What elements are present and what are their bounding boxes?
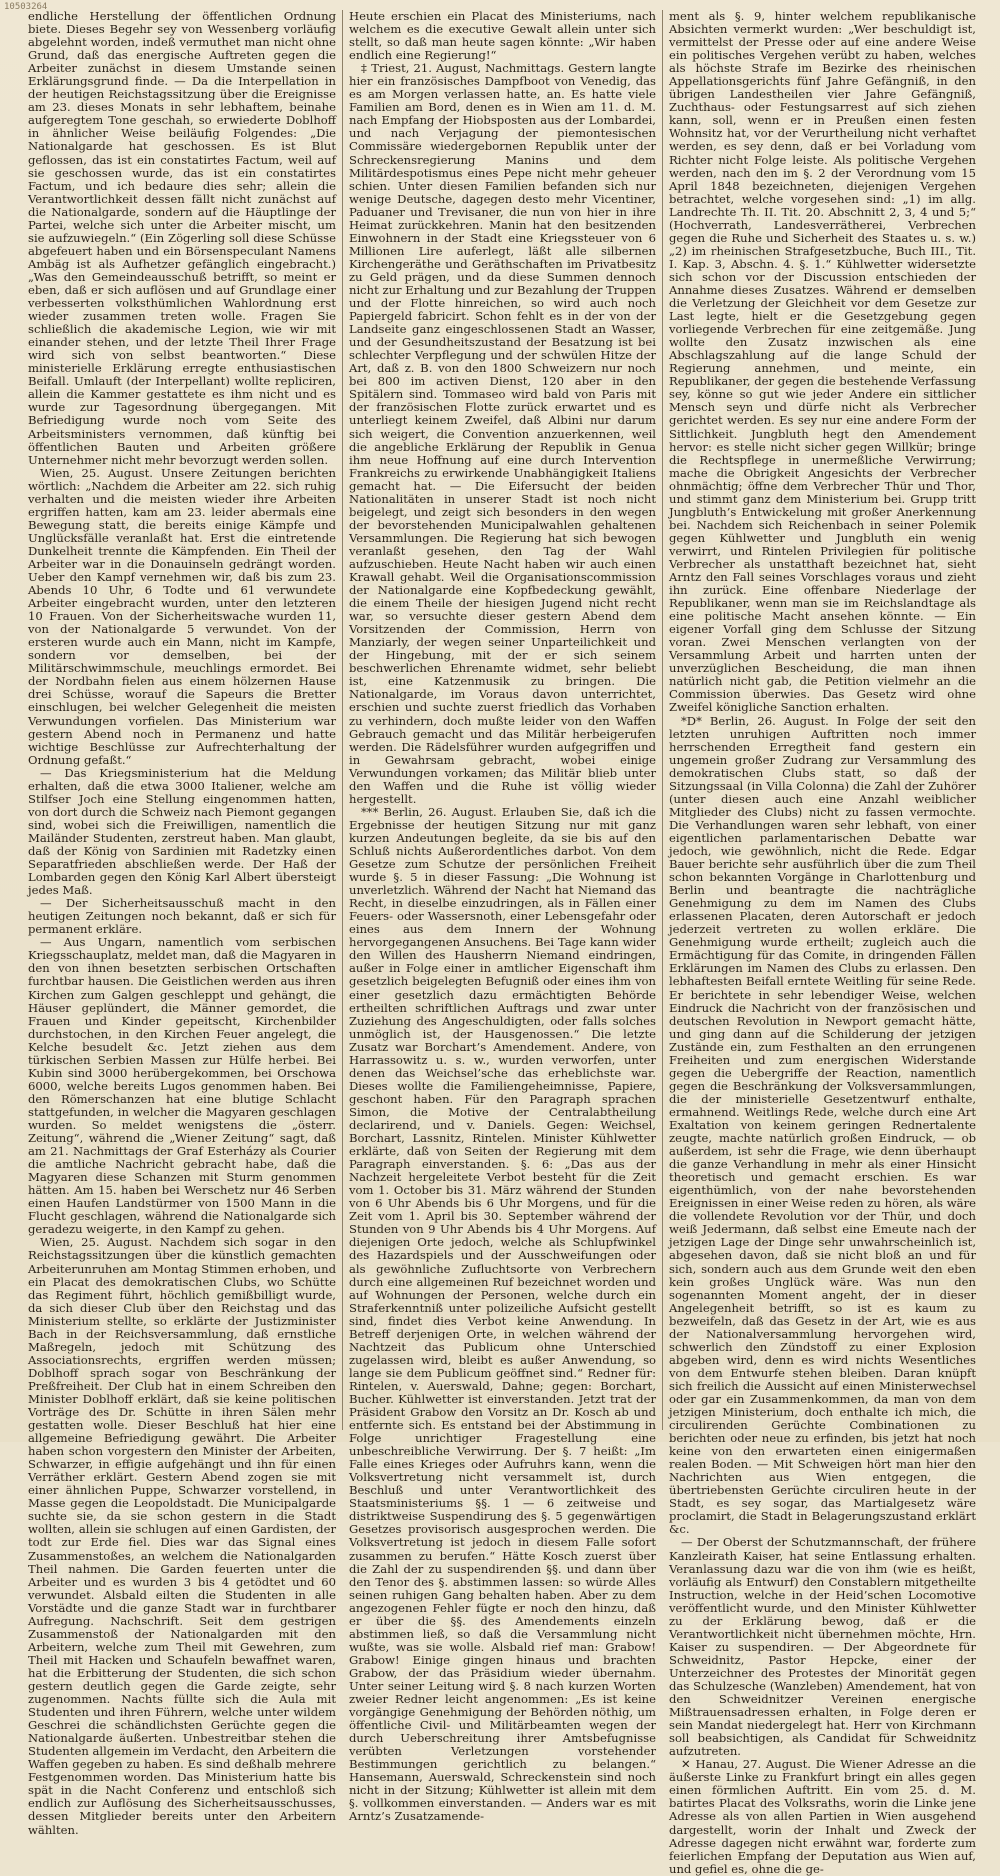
column-3	[662, 9, 982, 1876]
article-paragraph: *** Berlin, 26. August. Erlauben Sie, daß ich die Ergebnisse der heutigen Sitzung nur mit ganz kurzen Andeutungen begleite, da sie bis auf den Schluß nichts Außerordentliches darbot. Von dem Gesetze zum Schutze der persönlichen Freiheit wurde §. 5 in dieser Fassung: „Die Wohnung ist unverletzlich. Während der Nacht hat Niemand das Recht, in dieselbe einzudringen, als in Fällen einer Feuers- oder Wassersnoth, einer Lebensgefahr oder eines aus dem Innern der Wohnung hervorgegangenen Ansuchens. Bei Tage kann wider den Willen des Hausherrn Niemand eindringen, außer in Folge einer in amtlicher Eigenschaft ihm gesetzlich beigelegten Befugniß oder eines ihm von einer gesetzlich dazu ermächtigten Behörde ertheilten schriftlichen Auftrags und zwar unter Zuziehung des Angeschuldigten, oder falls solches unmöglich ist, der Hausgenossen.“ Die letzte Zusatz war Borchart’s Amendement. Andere, von Harrassowitz u. s. w., wurden verworfen, unter denen das Weichsel’sche das erheblichste war. Dieses wollte die Familiengeheimnisse, Papiere, geschont haben. Für den Paragraph sprachen Simon, die Motive der Centralabtheilung declarirend, und v. Daniels. Gegen: Weichsel, Borchart, Lassnitz, Rintelen. Minister Kühlwetter erklärte, daß von Seiten der Regierung mit dem Paragraph einverstanden. §. 6: „Das aus der Nachzeit hergeleitete Verbot besteht für die Zeit vom 1. October bis 31. März während der Stunden von 6 Uhr Abends bis 6 Uhr Morgens, und für die Zeit vom 1. April bis 30. September während der Stunden von 9 Uhr Abends bis 4 Uhr Morgens. Auf diejenigen Orte jedoch, welche als Schlupfwinkel des Hazardspiels und der Ausschweifungen oder als gewöhnliche Zufluchtsorte von Verbrechern durch eine allgemeinen Ruf bezeichnet worden und auf Wohnungen der Personen, welche durch ein Straferkenntniß unter polizeiliche Aufsicht gestellt sind, findet dies Verbot keine Anwendung. In Betreff derjenigen Orte, in welchen während der Nachtzeit das Publicum ohne Unterschied zugelassen wird, bleibt es außer Anwendung, so lange sie dem Publicum geöffnet sind.“ Redner für: Rintelen, v. Auerswald, Dahne; gegen: Borchart, Bucher. Kühlwetter ist einverstanden. Jetzt trat der Präsident Grabow den Vorsitz an Dr. Kosch ab und entfernte sich. Es entstand bei der Abstimmung in Folge unrichtiger Fragestellung eine unbeschreibliche Verwirrung. Der §. 7 heißt: „Im Falle eines Krieges oder Aufruhrs kann, wenn die Volksvertretung nicht versammelt ist, durch Beschluß und unter Verantwortlichkeit des Staatsministeriums §§. 1 — 6 zeitweise und distriktweise Suspendirung des §. 5 gegenwärtigen Gesetzes provisorisch ausgesprochen werden. Die Volksvertretung ist jedoch in diesem Falle sofort zusammen zu berufen.“ Hätte Kosch zuerst über die Zahl der zu suspendirenden §§. und dann über den Tenor des §. abstimmen lassen: so würde Alles seinen ruhigen Gang behalten haben. Aber zu dem angezogenen Fehler fügte er noch den hinzu, daß er über die §§. des Amendements einzeln abstimmen ließ, so daß die Versammlung nicht wußte, was sie wolle. Alsbald rief man: Grabow! Grabow! Einige gingen hinaus und brachten Grabow, der das Präsidium wieder übernahm. Unter seiner Leitung wird §. 8 nach kurzen Worten zweier Redner leicht angenommen: „Es ist keine vorgängige Genehmigung der Behörden nöthig, um öffentliche Civil- und Militärbeamten wegen der durch Ueberschreitung ihrer Amtsbefugnisse verübten Verletzungen vorstehender Bestimmungen gerichtlich zu belangen.“ Hansemann, Auerswald, Schreckenstein sind noch nicht in der Sitzung; Kühlwetter ist allein mit dem §. vollkommen einverstanden. — Anders war es mit Arntz’s Zusatzamende-	[349, 804, 656, 1824]
column-2	[342, 9, 662, 1824]
article-paragraph: — Das Kriegsministerium hat die Meldung erhalten, daß die etwa 3000 Italiener, welche am Stilfser Joch eine Stellung eingenommen hatten, von dort durch die Schweiz nach Piemont gegangen sind, wobei sich die Freiwilligen, namentlich die Mailänder Studenten, zerstreut haben. Man glaubt, daß der König von Sardinien mit Radetzky einen Separatfrieden abschließen werde. Der Haß der Lombarden gegen den König Karl Albert übersteigt jedes Maß.	[28, 765, 336, 898]
article-paragraph: Wien, 25. August. Nachdem sich sogar in den Reichstagssitzungen über die künstlich gemachten Arbeiterunruhen am Montag Stimmen erhoben, und ein Placat des demokratischen Clubs, wo Schütte das Regiment führt, höchlich gemißbilligt wurde, da sich dieser Club über den Reichstag und das Ministerium stellte, so erklärte der Justizminister Bach in der Reichsversammlung, daß ernstliche Maßregeln, jedoch mit Schützung des Associationsrechts, ergriffen werden müssen; Doblhoff sprach sogar von Beschränkung der Preßfreiheit. Der Club hat in einem Schreiben den Minister Doblhoff erklärt, daß sie keine politischen Vorträge des Dr. Schütte in ihren Sälen mehr gestatten wolle. Dieser Beschluß hat hier eine allgemeine Befriedigung gewährt. Die Arbeiter haben schon vorgestern den Minister der Arbeiten, Schwarzer, in effigie aufgehängt und ihn für einen Verräther erklärt. Gestern Abend zogen sie mit einer ähnlichen Puppe, Schwarzer vorstellend, in Masse gegen die Leopoldstadt. Die Municipalgarde suchte sie, da sie schon gestern in die Stadt wollten, allein sie schlugen auf einen Gardisten, der todt zur Erde fiel. Dies war das Signal eines Zusammenstoßes, an welchem die Nationalgarden Theil nahmen. Die Garden feuerten unter die Arbeiter und es wurden 3 bis 4 getödtet und 60 verwundet. Alsbald eilten die Studenten in alle Vorstädte und die ganze Stadt war in furchtbarer Aufregung. Nachschrift. Seit dem gestrigen Zusammenstoß der Nationalgarden mit den Arbeitern, welche zum Theil mit Gewehren, zum Theil mit Hacken und Schaufeln bewaffnet waren, hat die Erbitterung der Studenten, die sich schon gestern deutlich gegen die Garde zeigte, sehr zugenommen. Nachts füllte sich die Aula mit Studenten und ihren Führern, welche unter wildem Geschrei die schändlichsten Gerüchte gegen die Nationalgarde äußerten. Unbestreitbar stehen die Studenten allgemein im Verdacht, den Arbeitern die Waffen gegeben zu haben. Es sind deßhalb mehrere Festgenommen worden. Das Ministerium hatte bis spät in die Nacht Conferenz und entschloß sich endlich zur Auflösung des Sicherheitsausschusses, dessen Mitglieder bereits unter den Arbeitern wählten.	[28, 1235, 336, 1837]
article-paragraph: — Der Oberst der Schutzmannschaft, der frühere Kanzleirath Kaiser, hat seine Entlassung erhalten. Veranlassung dazu war die von ihm (wie es heißt, vorläufig als Entwurf) den Constablern mitgetheilte Instruction, welche in der Heid’schen Locomotive veröffentlicht wurde, und den Minister Kühlwetter zu der Erklärung bewog, daß er die Verantwortlichkeit nicht übernehmen möchte, Hrn. Kaiser zu suspendiren. — Der Abgeordnete für Schweidnitz, Pastor Hepcke, einer der Unterzeichner des Protestes der Minorität gegen das Schulzesche (Wanzleben) Amendement, hat von den Schweidnitzer Vereinen energische Mißtrauensadressen erhalten, in Folge deren er sein Mandat niedergelegt hat. Herr von Kirchmann soll beabsichtigen, als Candidat für Schweidnitz aufzutreten.	[669, 1535, 976, 1759]
article-paragraph: Heute erschien ein Placat des Ministeriums, nach welchem es die executive Gewalt allein unter sich stellt, so daß man heute sagen könnte: „Wir haben endlich eine Regierung!“	[349, 9, 656, 63]
article-paragraph: *D* Berlin, 26. August. In Folge der seit den letzten unruhigen Auftritten noch immer herrschenden Erregtheit fand gestern ein ungemein großer Zudrang zur Versammlung des demokratischen Clubs statt, so daß der Sitzungssaal (in Villa Colonna) die Zahl der Zuhörer (unter diesen auch eine Anzahl weiblicher Mitglieder des Clubs) nicht zu fassen vermochte. Die Verhandlungen waren sehr lebhaft, von einer eigentlichen parlamentarischen Debatte war jedoch, wie gewöhnlich, nicht die Rede. Edgar Bauer berichte sehr ausführlich über die zum Theil schon bekannten Vorgänge in Charlottenburg und Berlin und beantragte die nachträgliche Genehmigung zu dem im Namen des Clubs erlassenen Placaten, deren Autorschaft er jedoch jederzeit vertreten zu wollen erkläre. Die Genehmigung wurde ertheilt; zugleich auch die Ermächtigung für das Comite, in dringenden Fällen Erklärungen im Namen des Clubs zu erlassen. Den lebhaftesten Beifall erntete Weitling für seine Rede. Er berichtete in sehr lebendiger Weise, welchen Eindruck die Nachricht von der französischen und deutschen Revolution in Newport gemacht hätte, und ging dann auf die Schilderung der jetzigen Zustände ein, zum Festhalten an den errungenen Freiheiten und zum energischen Widerstande gegen die Uebergriffe der Reaction, namentlich gegen die Beschränkung der Volksversammlungen, die der ministerielle Gesetzentwurf enthalte, ermahnend. Weitlings Rede, welche durch eine Art Exaltation von keinem geringen Rednertalente zeugte, machte natürlich großen Eindruck, — ob außerdem, ist sehr die Frage, wie denn überhaupt die ganze Verhandlung in mehr als einer Hinsicht theoretisch und gemacht erschien. Es war eigenthümlich, von der nahe bevorstehenden Ereignissen in einer Weise reden zu hören, als wäre die vollendete Revolution vor der Thür, und doch weiß Jedermann, daß selbst eine Emeute nach der jetzigen Lage der Dinge sehr unwahrscheinlich ist, abgesehen davon, daß sie nicht bloß an und für sich, sondern auch aus dem Grunde weit den eben kein großes Unglück wäre. Was nun den sogenannten Moment angeht, der in dieser Angelegenheit betrifft, so ist es kaum zu bezweifeln, daß das Gesetz in der Art, wie es aus der Nationalversammlung hervorgehen wird, schwerlich den Zündstoff zu einer Explosion abgeben wird, denn es wird nichts Wesentliches von dem Entwurfe stehen bleiben. Daran knüpft sich freilich die Aussicht auf einen Ministerwechsel oder gar ein Zusammenkommen, da man von dem jetzigen Ministerium, doch enthalte ich mich, die circulirenden Gerüchte Combinationen zu berichten oder neue zu erfinden, bis jetzt hat noch keine von den erwarteten einen einigermaßen realen Boden. — Mit Schweigen hört man hier den Nachrichten aus Wien entgegen, die übertriebensten Gerüchte circuliren heute in der Stadt, es sey sogar, das Martialgesetz wäre proclamirt, die Stadt in Belagerungszustand erklärt &c.	[669, 713, 976, 1537]
page-id-label: 10503264	[4, 2, 48, 12]
article-paragraph: ‡ Triest, 21. August, Nachmittags. Gestern langte hier ein französisches Dampfboot von Venedig, das es am Morgen verlassen hatte, an. Es hatte viele Familien am Bord, denen es in Wien am 11. d. M. nach Empfang der Hiobsposten aus der Lombardei, und nach Verjagung der piemontesischen Commissäre wiedergebornen Republik unter der Schreckensregierung Manins und dem Militärdespotismus eines Pepe nicht mehr geheuer schien. Unter diesen Familien befanden sich nur wenige Deutsche, dagegen desto mehr Vicentiner, Paduaner und Trevisaner, die nun von hier in ihre Heimat zurückkehren. Manin hat den besitzenden Einwohnern in der Stadt eine Kriegssteuer von 6 Millionen Lire auferlegt, läßt alle silbernen Kirchengeräthe und Geräthschaften im Privatbesitz zu Geld prägen, und da diese Summen dennoch nicht zur Erhaltung und zur Bezahlung der Truppen und der Flotte hinreichen, so wird auch noch Papiergeld fabricirt. Schon fehlt es in der von der Landseite ganz eingeschlossenen Stadt an Wasser, und der Gesundheitszustand der Besatzung ist bei schlechter Verpflegung und der schwülen Hitze der Art, daß z. B. von den 1800 Schweizern nur noch bei 800 im activen Dienst, 120 aber in den Spitälern sind. Tommaseo wird bald von Paris mit der französischen Flotte zurück erwartet und es unterliegt keinem Zweifel, daß Albini nur darum sich weigert, die Convention anzuerkennen, weil die angebliche Erklärung der Republik in Genua ihm neue Hoffnung auf eine durch Intervention Frankreichs zu erwirkende Unabhängigkeit Italiens gemacht hat. — Die Eifersucht der beiden Nationalitäten in unserer Stadt ist noch nicht beigelegt, und zeigt sich besonders in den wegen der bevorstehenden Municipalwahlen gehaltenen Versammlungen. Die Regierung hat sich bewogen veranlaßt gesehen, den Tag der Wahl aufzuschieben. Heute Nacht haben wir auch einen Krawall gehabt. Weil die Organisationscommission der Nationalgarde eine Kopfbedeckung gewählt, die einem Theile der hiesigen Jugend nicht recht war, so versuchte dieser gestern Abend dem Vorsitzenden der Commission, Herrn von Manziarly, der wegen seiner Unparteilichkeit und der Hingebung, mit der er sich seinem beschwerlichen Ehrenamte widmet, sehr beliebt ist, eine Katzenmusik zu bringen. Die Nationalgarde, im Voraus davon unterrichtet, erschien und suchte zuerst friedlich das Vorhaben zu verhindern, doch mußte leider von den Waffen Gebrauch gemacht und das Militär herbeigerufen werden. Die Rädelsführer wurden aufgegriffen und in Gewahrsam gebracht, wobei einige Verwundungen vorkamen; das Militär blieb unter den Waffen und die Ruhe ist völlig wieder hergestellt.	[349, 61, 656, 806]
article-paragraph: — Aus Ungarn, namentlich vom serbischen Kriegsschauplatz, meldet man, daß die Magyaren in den von ihnen besetzten serbischen Ortschaften furchtbar hausen. Die Geistlichen werden aus ihren Kirchen zum Galgen geschleppt und gehängt, die Häuser geplündert, die Männer gemordet, die Frauen und Kinder gepeitscht, Kirchenbilder durchstochen, in den Kirchen Feuer angelegt, die Kelche besudelt &c. Jetzt ziehen aus dem türkischen Serbien Massen zur Hülfe herbei. Bei Kubin sind 3000 herübergekommen, bei Orschowa 6000, welche bereits Lugos genommen haben. Bei den Römerschanzen hat eine blutige Schlacht stattgefunden, in welcher die Magyaren geschlagen wurden. So meldet wenigstens die „österr. Zeitung“, während die „Wiener Zeitung“ sagt, daß am 21. Nachmittags der Graf Esterházy als Courier die amtliche Nachricht gebracht habe, daß die Magyaren diese Schanzen mit Sturm genommen hätten. Am 15. haben bei Werschetz nur 46 Serben einen Haufen Landstürmer von 1500 Mann in die Flucht geschlagen, während die Nationalgarde sich geradezu weigerte, in den Kampf zu gehen.	[28, 935, 336, 1237]
article-paragraph: — Der Sicherheitsausschuß macht in den heutigen Zeitungen noch bekannt, daß er sich für permanent erkläre.	[28, 896, 336, 937]
column-1	[22, 9, 342, 1837]
article-paragraph: endliche Herstellung der öffentlichen Ordnung biete. Dieses Begehr sey von Wessenberg vorläufig abgelehnt worden, indeß vermuthet man nicht ohne Grund, daß das energische Auftreten gegen die Arbeiter zunächst in diesem Umstande seinen Erklärungsgrund finde. — Da die Interpellation in der heutigen Reichstagssitzung über die Ereignisse am 23. dieses Monats in sehr lebhaftem, beinahe aufgeregtem Tone geschah, so erwiederte Doblhoff in ähnlicher Weise beiläufig Folgendes: „Die Nationalgarde hat geschossen. Es ist Blut geflossen, das ist ein constatirtes Factum, weil auf sie geschossen wurde, das ist ein constatirtes Factum, und ich bedaure dies sehr; allein die Verantwortlichkeit dessen fällt nicht zunächst auf die Nationalgarde, sondern auf die Häuptlinge der Partei, welche sich unter die Arbeiter mischt, um sie aufzuwiegeln.“ (Ein Zögerling soll diese Schüsse abgefeuert haben und ein Börsenspeculant Namens Ambäg ist als Aufhetzer gefänglich eingebracht.) „Was den Gemeindeausschuß betrifft, so meint er eben, daß er sich auflösen und auf Grundlage einer verbesserten volksthümlichen Wahlordnung erst wieder zusammen treten wolle. Fragen Sie schließlich die akademische Legion, wie wir mit einander stehen, und der letzte Theil Ihrer Frage wird sich von selbst beantworten.“ Diese ministerielle Erklärung erregte enthusiastischen Beifall. Umlauft (der Interpellant) wollte repliciren, allein die Kammer gestattete es ihm nicht und es wurde zur Tagesordnung übergegangen. Mit Befriedigung wurde noch vom Seite des Arbeitsministers vernommen, daß künftig bei öffentlichen Bauten und Arbeiten größere Unternehmer nicht mehr bevorzugt werden sollen.	[28, 9, 336, 467]
article-paragraph: ment als §. 9, hinter welchem republikanische Absichten vermerkt wurden: „Wer beschuldigt ist, vermittelst der Presse oder auf eine andere Weise ein politisches Vergehen verübt zu haben, welches als höchste Strafe im Bezirke des rheinischen Appellationsgerichts fünf Jahre Gefängniß, in den übrigen Landestheilen vier Jahre Gefängniß, Zuchthaus- oder Festungsarrest auf sich ziehen kann, soll, wenn er in Preußen einen festen Wohnsitz hat, vor der Verurtheilung nicht verhaftet werden, es sey denn, daß er bei Vorladung vom Richter nicht Folge leiste. Als politische Vergehen werden, nach den im §. 2 der Verordnung vom 15 April 1848 bezeichneten, diejenigen Vergehen betrachtet, welche vorgesehen sind: „1) im allg. Landrechte Th. II. Tit. 20. Abschnitt 2, 3, 4 und 5;“ (Hochverrath, Landesverrätherei, Verbrechen gegen die Ruhe und Sicherheit des Staates u. s. w.) „2) im rheinischen Strafgesetzbuche, Buch III., Tit. I. Kap. 3, Abschn. 4. §. 1.“ Kühlwetter widersetzte sich schon vor der Discussion entschieden der Annahme dieses Zusatzes. Während er demselben die Verletzung der Gleichheit vor dem Gesetze zur Last legte, hielt er die Gesetzgebung gegen vorliegende Verbrechen für eine zeitgemäße. Jung wollte den Zusatz inzwischen als eine Abschlagszahlung auf die lange Schuld der Regierung annehmen, und meinte, ein Republikaner, der gegen die bestehende Verfassung sey, könne so gut wie jeder Andere ein sittlicher Mensch seyn und dürfe nicht als Verbrecher gerichtet werden. Es sey nur eine andere Form der Sittlichkeit. Jungbluth hegt den Amendement hervor: es stelle nicht sicher gegen Willkür; bringe die Rechtspflege in unermeßliche Verwirrung; mache die Obrigkeit Angesichts der Verbrecher ohnmächtig; öffne dem Verbrecher Thür und Thor, und stimmt ganz dem Ministerium bei. Grupp tritt Jungbluth’s Entwickelung mit großer Anerkennung bei. Nachdem sich Reichenbach in seiner Polemik gegen Kühlwetter und Jungbluth ein wenig verwirrt, und Rintelen Privilegien für politische Verbrecher als unstatthaft bezeichnet hat, sieht Arntz den Fall seines Vorschlages voraus und zieht ihn zurück. Eine offenbare Niederlage der Republikaner, wenn man sie im Reichslandtage als eine politische Macht ansehen könnte. — Ein eigener Vorfall ging dem Schlusse der Sitzung voran. Zwei Menschen verlangten von der Versammlung Arbeit und harrten unten der unverzüglichen Bescheidung, die man ihnen natürlich nicht gab, die Petition vielmehr an die Commission überwies. Das Gesetz wird ohne Zweifel königliche Sanction erhalten.	[669, 9, 976, 715]
article-paragraph: Wien, 25. August. Unsere Zeitungen berichten wörtlich: „Nachdem die Arbeiter am 22. sich ruhig verhalten und die meisten wieder ihre Arbeiten ergriffen hatten, kam am 23. leider abermals eine Bewegung statt, die bereits einige Kämpfe und Unglücksfälle veranlaßt hat. Erst die eintretende Dunkelheit trennte die Kämpfenden. Ein Theil der Arbeiter war in die Donauinseln gedrängt worden. Ueber den Kampf vernehmen wir, daß bis zum 23. Abends 10 Uhr, 6 Todte und 61 verwundete Arbeiter eingebracht wurden, unter den letzteren 10 Frauen. Von der Sicherheitswache wurden 11, von der Nationalgarde 5 verwundet. Von der ersteren wurde auch ein Mann, nicht im Kampfe, sondern vor demselben, bei der Militärschwimmschule, meuchlings ermordet. Bei der Nordbahn fielen aus einem hölzernen Hause drei Schüsse, worauf die Sapeurs die Bretter einschlugen, bei welcher Gelegenheit die meisten Verwundungen vorfielen. Das Ministerium war gestern Abend noch in Permanenz und hatte wichtige Beschlüsse zur Aufrechterhaltung der Ordnung gefaßt.“	[28, 465, 336, 767]
article-paragraph: ✕ Hanau, 27. August. Die Wiener Adresse an die äußerste Linke zu Frankfurt bringt ein alles gegen einen förmlichen Auftritt. Ein vom 25. d. M. batirtes Placat des Volksraths, worin die Linke jene Adresse als von allen Partien in Wien ausgehend dargestellt, worin der Inhalt und Zweck der Adresse dagegen nicht erwähnt war, forderte zum feierlichen Empfang der Deputation aus Wien auf, und gefiel es, ohne die ge-	[669, 1757, 976, 1876]
text-columns	[22, 9, 982, 1876]
